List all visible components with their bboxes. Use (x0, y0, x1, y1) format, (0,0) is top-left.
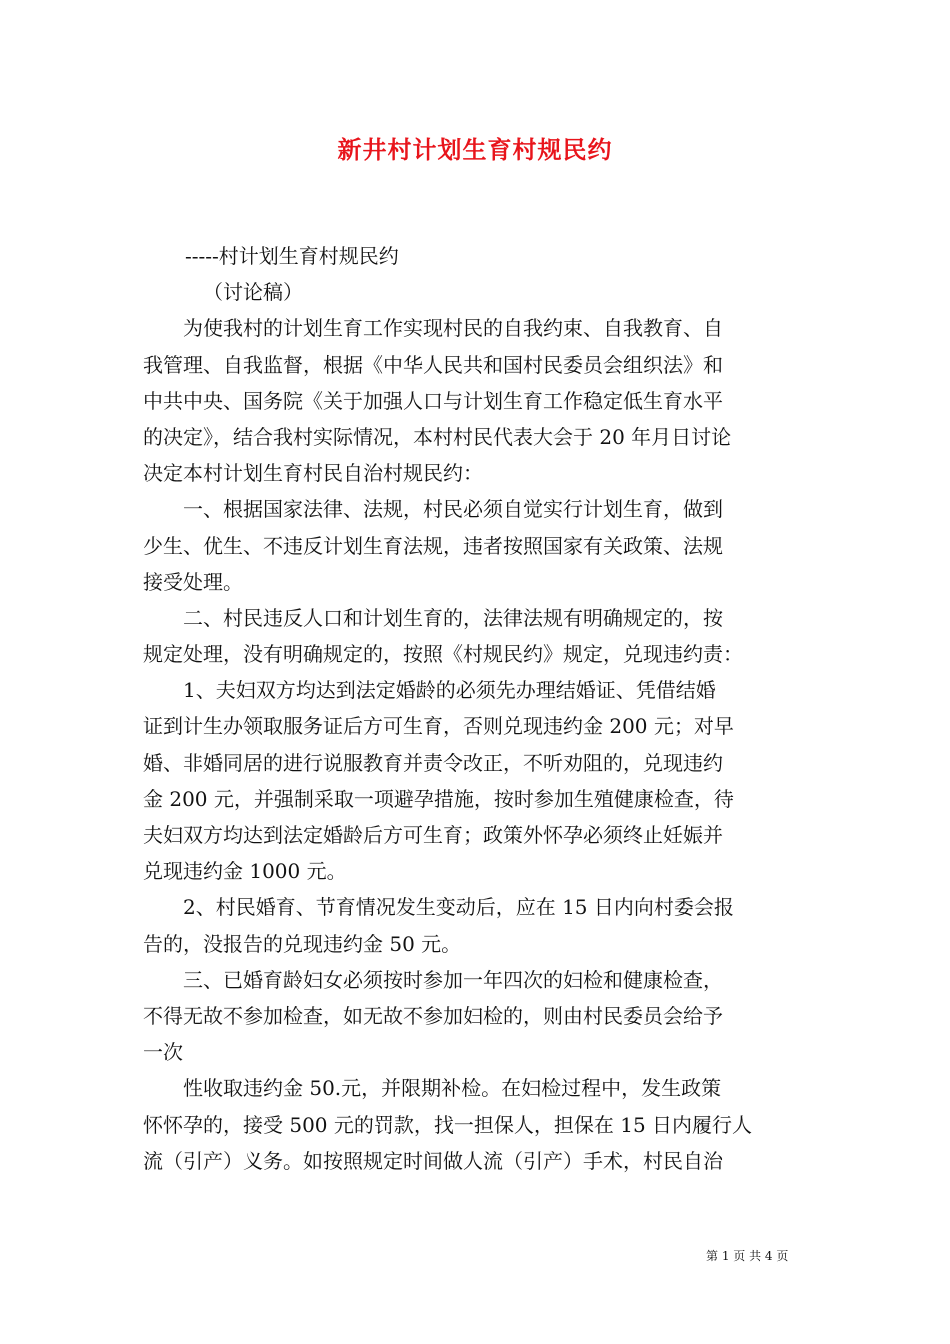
body-line: 我管理、自我监督，根据《中华人民共和国村民委员会组织法》和 (143, 352, 723, 377)
body-line: 中共中央、国务院《关于加强人口与计划生育工作稳定低生育水平 (143, 388, 723, 413)
body-line: 接受处理。 (143, 569, 243, 594)
body-line: 流（引产）义务。如按照规定时间做人流（引产）手术，村民自治 (143, 1148, 723, 1173)
body-line: 一次 (143, 1040, 183, 1065)
body-line: 告的，没报告的兑现违约金 50 元。 (143, 931, 462, 956)
draft-label: （讨论稿） (203, 280, 303, 305)
body-line: 证到计生办领取服务证后方可生育，否则兑现违约金 200 元；对早 (143, 714, 734, 739)
body-line: 1、夫妇双方均达到法定婚龄的必须先办理结婚证、凭借结婚 (143, 678, 716, 703)
body-line: 少生、优生、不违反计划生育法规，违者按照国家有关政策、法规 (143, 533, 723, 558)
body-line: 性收取违约金 50.元，并限期补检。在妇检过程中，发生政策 (143, 1076, 722, 1101)
body-line: 兑现违约金 1000 元。 (143, 859, 347, 884)
body-line: 不得无故不参加检查，如无故不参加妇检的，则由村民委员会给予 (143, 1003, 723, 1028)
body-line: 2、村民婚育、节育情况发生变动后，应在 15 日内向村委会报 (143, 895, 734, 920)
body-line: 二、村民违反人口和计划生育的，法律法规有明确规定的，按 (143, 605, 723, 630)
body-line: 怀怀孕的，接受 500 元的罚款，找一担保人，担保在 15 日内履行人 (143, 1112, 753, 1137)
subtitle-line: -----村计划生育村规民约 (185, 244, 399, 268)
body-line: 为使我村的计划生育工作实现村民的自我约束、自我教育、自 (143, 316, 723, 341)
body-line: 的决定》，结合我村实际情况，本村村民代表大会于 20 年月日讨论 (143, 424, 732, 449)
body-line: 一、根据国家法律、法规，村民必须自觉实行计划生育，做到 (143, 497, 723, 522)
document-title: 新井村计划生育村规民约 (337, 135, 613, 164)
body-line: 规定处理，没有明确规定的，按照《村规民约》规定，兑现违约责： (143, 642, 743, 667)
body-line: 夫妇双方均达到法定婚龄后方可生育；政策外怀孕必须终止妊娠并 (143, 823, 723, 847)
document-body (143, 238, 808, 1179)
body-line: 金 200 元，并强制采取一项避孕措施，按时参加生殖健康检查，待 (143, 786, 734, 811)
body-line: 婚、非婚同居的进行说服教育并责令改正，不听劝阻的，兑现违约 (143, 750, 723, 775)
body-line: 决定本村计划生育村民自治村规民约： (143, 461, 483, 486)
page-number: 第 1 页 共 4 页 (706, 1249, 789, 1263)
body-line: 三、已婚育龄妇女必须按时参加一年四次的妇检和健康检查， (143, 967, 723, 992)
